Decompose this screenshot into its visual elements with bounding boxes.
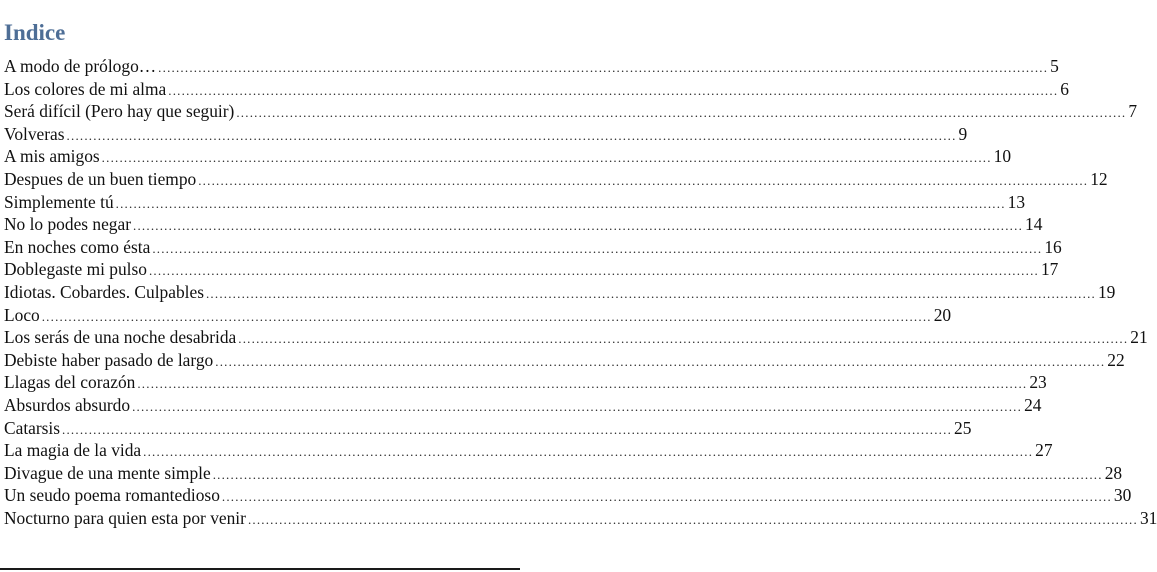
toc-entry (4, 123, 968, 146)
toc-entry (4, 417, 972, 440)
toc-entry (4, 394, 1042, 417)
dot-leader: ........................................................................................................................................................................................................ (66, 127, 957, 143)
toc-entry-page-number: 9 (958, 123, 968, 144)
dot-leader: ........................................................................................................................................................................................................ (238, 331, 1129, 347)
dot-leader: ........................................................................................................................................................................................................ (215, 353, 1106, 369)
toc-entry-title: Los colores de mi alma (4, 78, 167, 99)
dot-leader: ........................................................................................................................................................................................................ (115, 195, 1006, 211)
toc-entry (4, 371, 1047, 394)
toc-entry (4, 236, 1062, 259)
toc-entry-page-number: 16 (1044, 236, 1062, 257)
toc-entry (4, 145, 1012, 168)
dot-leader: ........................................................................................................................................................................................................ (212, 466, 1103, 482)
toc-entry (4, 281, 1116, 304)
toc-entry-title: Será difícil (Pero hay que seguir) (4, 101, 235, 122)
toc-entry-page-number: 23 (1029, 372, 1047, 393)
toc-entry (4, 191, 1026, 214)
bottom-divider (0, 568, 520, 570)
toc-entry (4, 484, 1132, 507)
toc-entry-title: Volveras (4, 123, 65, 144)
toc-entry-page-number: 27 (1035, 440, 1053, 461)
toc-entry-page-number: 7 (1128, 101, 1138, 122)
dot-leader: ........................................................................................................................................................................................................ (205, 285, 1096, 301)
toc-entry-page-number: 28 (1104, 462, 1123, 483)
toc-entry-title: En noches como ésta (4, 236, 151, 257)
toc-entry-title: Simplemente tú (4, 191, 114, 212)
dot-leader: ........................................................................................................................................................................................................ (158, 60, 1049, 75)
index-title: Indice (4, 20, 66, 45)
dot-leader: ........................................................................................................................................................................................................ (152, 240, 1043, 256)
toc-entry-page-number: 22 (1107, 349, 1125, 370)
toc-entry-title: Nocturno para quien esta por venir (4, 507, 246, 528)
toc-entry-title: La magia de la vida (4, 440, 142, 461)
toc-entry-title: Los serás de una noche desabrida (4, 327, 237, 348)
toc-entry (4, 439, 1053, 462)
toc-entry-page-number: 24 (1024, 394, 1042, 415)
toc-entry (4, 55, 1059, 78)
toc-entry-title: Llagas del corazón (4, 372, 136, 393)
toc-entry-page-number: 19 (1097, 281, 1116, 302)
dot-leader: ........................................................................................................................................................................................................ (101, 150, 992, 166)
toc-entry (4, 462, 1123, 485)
dot-leader: ........................................................................................................................................................................................................ (133, 218, 1024, 234)
toc-entry-title: Catarsis (4, 417, 61, 438)
toc-entry-title: Debiste haber pasado de largo (4, 349, 214, 370)
toc-entry-page-number: 14 (1025, 214, 1043, 235)
dot-leader: ........................................................................................................................................................................................................ (41, 308, 932, 324)
toc-entry-page-number: 21 (1130, 327, 1148, 348)
toc-entry (4, 168, 1108, 191)
toc-entry (4, 258, 1059, 281)
toc-entry-page-number: 10 (993, 146, 1012, 167)
dot-leader: ........................................................................................................................................................................................................ (148, 263, 1039, 279)
toc-entry-page-number: 31 (1139, 507, 1157, 528)
toc-entry-page-number: 17 (1040, 259, 1059, 280)
toc-entry-title: Un seudo poema romantedioso (4, 485, 220, 506)
toc-entry-title: A modo de prólogo… (4, 56, 157, 76)
dot-leader: ........................................................................................................................................................................................................ (247, 511, 1138, 527)
toc-entry-page-number: 6 (1060, 78, 1069, 99)
toc-entry-page-number: 12 (1090, 168, 1108, 189)
dot-leader: ........................................................................................................................................................................................................ (132, 398, 1023, 414)
toc-entry-title: Doblegaste mi pulso (4, 259, 147, 280)
dot-leader: ........................................................................................................................................................................................................ (221, 489, 1112, 505)
toc-entry-title: Divague de una mente simple (4, 462, 211, 483)
toc-entry-page-number: 5 (1050, 56, 1059, 76)
toc-entry-title: Idiotas. Cobardes. Culpables (4, 281, 204, 302)
toc-entry-title: Despues de un buen tiempo (4, 168, 197, 189)
dot-leader: ........................................................................................................................................................................................................ (168, 82, 1059, 98)
dot-leader: ........................................................................................................................................................................................................ (198, 172, 1089, 188)
toc-entry (4, 100, 1138, 123)
toc-entry-title: No lo podes negar (4, 214, 132, 235)
table-of-contents (4, 55, 1157, 529)
toc-entry (4, 213, 1043, 236)
toc-entry-page-number: 30 (1113, 485, 1132, 506)
toc-entry-title: Loco (4, 304, 40, 325)
dot-leader: ........................................................................................................................................................................................................ (137, 376, 1028, 392)
toc-entry-page-number: 20 (933, 304, 952, 325)
dot-leader: ........................................................................................................................................................................................................ (236, 105, 1127, 121)
dot-leader: ........................................................................................................................................................................................................ (62, 421, 953, 437)
dot-leader: ........................................................................................................................................................................................................ (143, 444, 1034, 460)
toc-entry-title: A mis amigos (4, 146, 100, 167)
toc-entry (4, 304, 952, 327)
toc-entry-page-number: 13 (1007, 191, 1026, 212)
toc-entry-page-number: 25 (954, 417, 972, 438)
toc-entry (4, 78, 1069, 101)
toc-entry (4, 326, 1148, 349)
toc-entry (4, 349, 1125, 372)
toc-entry (4, 507, 1157, 530)
toc-entry-title: Absurdos absurdo (4, 394, 131, 415)
